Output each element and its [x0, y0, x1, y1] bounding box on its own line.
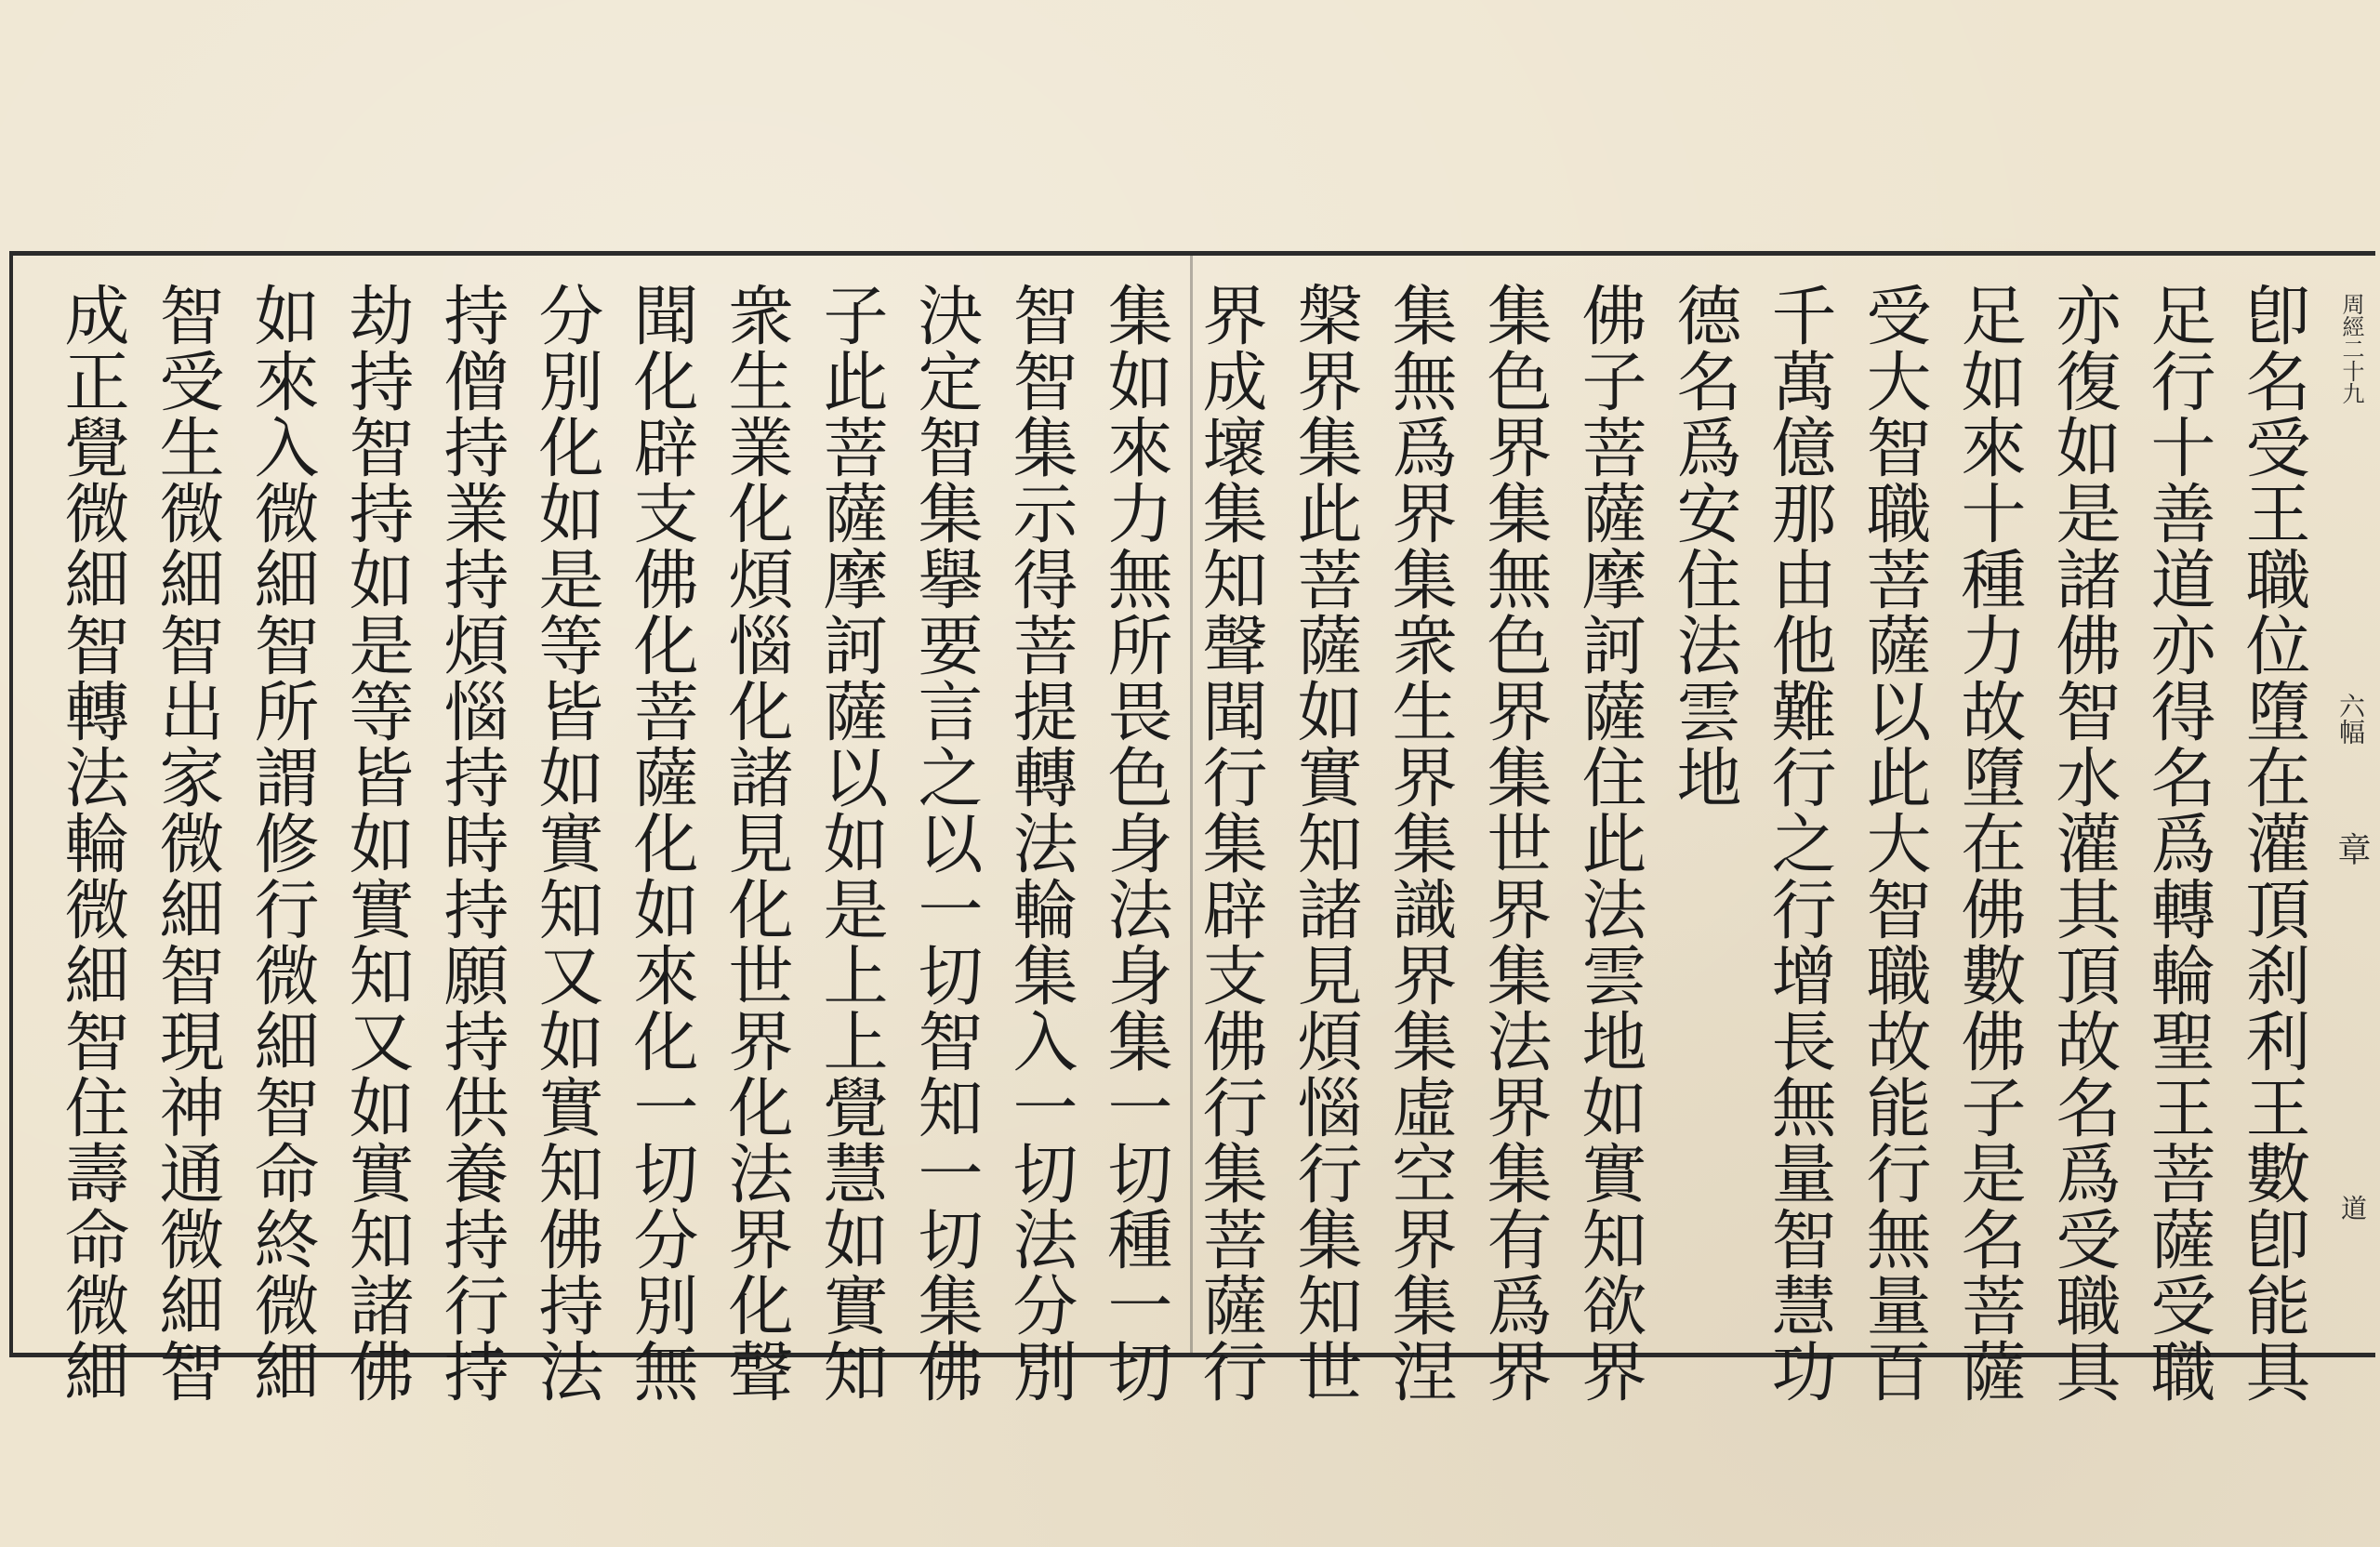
text-column: 衆生業化煩惱化諸見化世界化法界化聲	[718, 282, 794, 1404]
text-column: 集色界集無色界集世界集法界集有爲界	[1476, 282, 1553, 1404]
text-column: 智受生微細智出家微細智現神通微細智	[149, 282, 225, 1404]
text-columns	[37, 282, 2315, 1404]
text-column: 佛子菩薩摩訶薩住此法雲地如實知欲界	[1571, 282, 1647, 1404]
text-column: 聞化辟支佛化菩薩化如來化一切分別無	[623, 282, 699, 1404]
text-column: 亦復如是諸佛智水灌其頂故名爲受職具	[2045, 282, 2122, 1404]
text-column: 持僧持業持煩惱持時持願持供養持行持	[433, 282, 509, 1404]
text-column: 分別化如是等皆如實知又如實知佛持法	[528, 282, 604, 1404]
text-frame	[9, 251, 2375, 1404]
text-column: 劫持智持如是等皆如實知又如實知諸佛	[338, 282, 415, 1404]
margin-title: 周經二十九	[2338, 293, 2364, 404]
text-column: 卽名受王職位墮在灌頂刹利王數卽能具	[2235, 282, 2311, 1404]
text-column: 子此菩薩摩訶薩以如是上上覺慧如實知	[813, 282, 889, 1404]
margin-annotation: 道	[2337, 1195, 2368, 1221]
text-column: 德名爲安住法雲地	[1666, 282, 1742, 810]
frame-left-rule	[9, 256, 13, 1353]
text-column: 成正覺微細智轉法輪微細智住壽命微細	[54, 282, 130, 1404]
text-column: 受大智職菩薩以此大智職故能行無量百	[1856, 282, 1932, 1404]
text-column: 槃界集此菩薩如實知諸見煩惱行集知世	[1287, 282, 1363, 1404]
text-column: 足如來十種力故墮在佛數佛子是名菩薩	[1950, 282, 2027, 1404]
text-column: 決定智集擧要言之以一切智知一切集佛	[907, 282, 984, 1404]
text-column: 如來入微細智所謂修行微細智命終微細	[244, 282, 320, 1404]
text-column: 界成壞集知聲聞行集辟支佛行集菩薩行	[1192, 282, 1268, 1404]
text-column: 足行十善道亦得名爲轉輪聖王菩薩受職	[2140, 282, 2216, 1404]
text-column: 集無爲界集衆生界集識界集虛空界集涅	[1382, 282, 1458, 1404]
text-column: 集如來力無所畏色身法身集一切種一切	[1097, 282, 1173, 1404]
margin-chapter-mark: 章	[2333, 832, 2371, 866]
margin-panel	[2315, 256, 2375, 1353]
text-column: 智智集示得菩提轉法輪集入一切法分別	[1002, 282, 1078, 1404]
margin-fold-number: 六幅	[2335, 693, 2366, 745]
text-column: 千萬億那由他難行之行增長無量智慧功	[1761, 282, 1837, 1404]
